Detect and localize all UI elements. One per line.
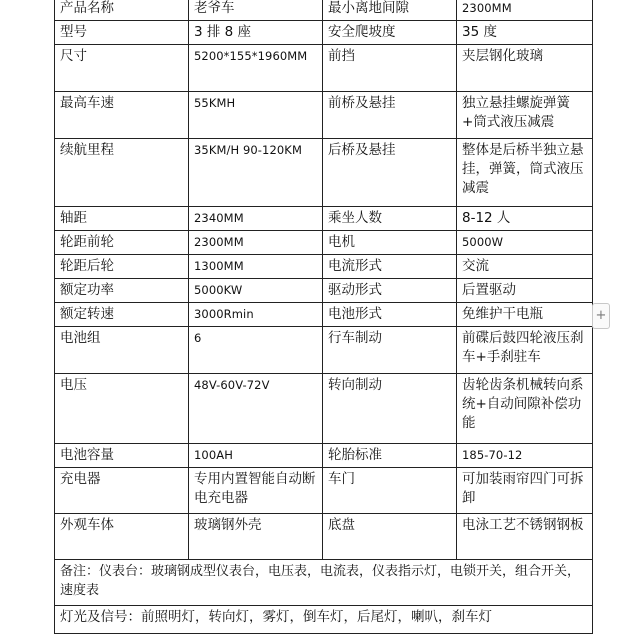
table-row	[55, 560, 593, 606]
table-row	[55, 45, 593, 92]
add-column-button[interactable]: +	[592, 303, 610, 329]
table-cell: 免维护干电瓶	[457, 303, 593, 327]
table-row	[55, 255, 593, 279]
table-cell: 5000W	[457, 231, 593, 255]
table-cell: 55KMH	[189, 92, 323, 139]
table-cell: 185-70-12	[457, 444, 593, 468]
table-row	[55, 303, 593, 327]
table-cell: 转向制动	[323, 374, 457, 444]
table-row	[55, 279, 593, 303]
table-cell: 48V-60V-72V	[189, 374, 323, 444]
table-cell: 3000Rmin	[189, 303, 323, 327]
table-cell: 行车制动	[323, 327, 457, 374]
table-cell: 前碟后鼓四轮液压刹车+手刹驻车	[457, 327, 593, 374]
table-cell: 老爷车	[189, 0, 323, 21]
table-cell: 充电器	[55, 468, 189, 514]
table-cell: 前桥及悬挂	[323, 92, 457, 139]
table-cell: 后桥及悬挂	[323, 139, 457, 207]
table-cell: 电池组	[55, 327, 189, 374]
table-cell: 电泳工艺不锈钢钢板	[457, 514, 593, 560]
table-cell: 后置驱动	[457, 279, 593, 303]
table-row	[55, 231, 593, 255]
table-cell: 最高车速	[55, 92, 189, 139]
table-row	[55, 606, 593, 634]
lights-cell: 灯光及信号：前照明灯，转向灯，雾灯，倒车灯，后尾灯，喇叭，刹车灯	[55, 606, 593, 634]
table-row	[55, 444, 593, 468]
table-cell: 底盘	[323, 514, 457, 560]
table-cell: 独立悬挂螺旋弹簧+筒式液压减震	[457, 92, 593, 139]
table-cell: 1300MM	[189, 255, 323, 279]
table-cell: 轴距	[55, 207, 189, 231]
table-cell: 8-12 人	[457, 207, 593, 231]
table-cell: 续航里程	[55, 139, 189, 207]
table-cell: 电流形式	[323, 255, 457, 279]
table-cell: 驱动形式	[323, 279, 457, 303]
table-cell: 2300MM	[457, 0, 593, 21]
table-cell: 电池容量	[55, 444, 189, 468]
table-cell: 35KM/H 90-120KM	[189, 139, 323, 207]
table-cell: 齿轮齿条机械转向系统+自动间隙补偿功能	[457, 374, 593, 444]
table-cell: 最小离地间隙	[323, 0, 457, 21]
table-cell: 安全爬坡度	[323, 21, 457, 45]
table-cell: 5000KW	[189, 279, 323, 303]
table-cell: 5200*155*1960MM	[189, 45, 323, 92]
table-cell: 电池形式	[323, 303, 457, 327]
table-cell: 额定转速	[55, 303, 189, 327]
table-cell: 尺寸	[55, 45, 189, 92]
table-cell: 夹层钢化玻璃	[457, 45, 593, 92]
table-row	[55, 92, 593, 139]
table-cell: 车门	[323, 468, 457, 514]
table-row	[55, 207, 593, 231]
table-cell: 额定功率	[55, 279, 189, 303]
table-row	[55, 139, 593, 207]
table-cell: 电压	[55, 374, 189, 444]
table-cell: 专用内置智能自动断电充电器	[189, 468, 323, 514]
table-cell: 外观车体	[55, 514, 189, 560]
table-cell: 产品名称	[55, 0, 189, 21]
table-row	[55, 21, 593, 45]
table-cell: 前挡	[323, 45, 457, 92]
table-cell: 35 度	[457, 21, 593, 45]
table-cell: 轮距前轮	[55, 231, 189, 255]
table-cell: 电机	[323, 231, 457, 255]
table-row	[55, 468, 593, 514]
table-cell: 轮距后轮	[55, 255, 189, 279]
table-row	[55, 374, 593, 444]
table-cell: 100AH	[189, 444, 323, 468]
table-row	[55, 0, 593, 21]
table-cell: 玻璃钢外壳	[189, 514, 323, 560]
remarks-cell: 备注：仪表台：玻璃钢成型仪表台，电压表，电流表，仪表指示灯，电锁开关，组合开关，速度表	[55, 560, 593, 606]
table-row	[55, 514, 593, 560]
table-row	[55, 327, 593, 374]
table-cell: 可加装雨帘四门可拆卸	[457, 468, 593, 514]
table-cell: 2340MM	[189, 207, 323, 231]
table-cell: 6	[189, 327, 323, 374]
table-cell: 乘坐人数	[323, 207, 457, 231]
table-cell: 整体是后桥半独立悬挂，弹簧，筒式液压减震	[457, 139, 593, 207]
table-cell: 轮胎标准	[323, 444, 457, 468]
spec-table	[54, 0, 593, 634]
table-cell: 型号	[55, 21, 189, 45]
table-cell: 3 排 8 座	[189, 21, 323, 45]
table-cell: 交流	[457, 255, 593, 279]
table-cell: 2300MM	[189, 231, 323, 255]
